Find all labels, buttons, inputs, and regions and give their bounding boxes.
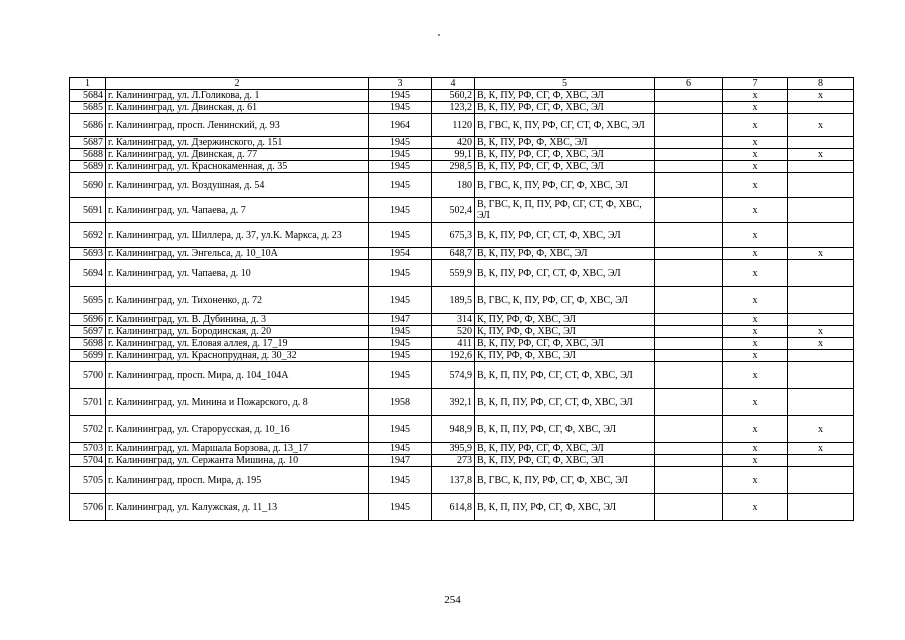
works-cell: В, К, ПУ, РФ, СГ, Ф, ХВС, ЭЛ: [475, 149, 655, 161]
col7-mark-cell: х: [723, 114, 788, 137]
works-cell: В, К, ПУ, РФ, Ф, ХВС, ЭЛ: [475, 248, 655, 260]
col7-mark-cell: х: [723, 494, 788, 521]
row-number-cell: 5701: [70, 389, 106, 416]
address-cell: г. Калининград, ул. Двинская, д. 61: [106, 102, 369, 114]
header-cell: 5: [475, 78, 655, 90]
address-cell: г. Калининград, ул. Двинская, д. 77: [106, 149, 369, 161]
row-number-cell: 5693: [70, 248, 106, 260]
table-row: [70, 350, 854, 362]
table-row: [70, 362, 854, 389]
works-cell: В, К, ПУ, РФ, СГ, Ф, ХВС, ЭЛ: [475, 90, 655, 102]
row-number-cell: 5692: [70, 223, 106, 248]
area-cell: 420: [432, 137, 475, 149]
col7-mark-cell: х: [723, 314, 788, 326]
works-cell: В, К, ПУ, РФ, Ф, ХВС, ЭЛ: [475, 137, 655, 149]
address-cell: г. Калининград, ул. Еловая аллея, д. 17_19: [106, 338, 369, 350]
col6-cell: [655, 287, 723, 314]
col7-mark-cell: х: [723, 455, 788, 467]
area-cell: 137,8: [432, 467, 475, 494]
row-number-cell: 5699: [70, 350, 106, 362]
year-cell: 1945: [369, 494, 432, 521]
area-cell: 298,5: [432, 161, 475, 173]
header-cell: 8: [788, 78, 854, 90]
works-cell: К, ПУ, РФ, Ф, ХВС, ЭЛ: [475, 326, 655, 338]
address-cell: г. Калининград, ул. Краснопрудная, д. 30_32: [106, 350, 369, 362]
area-cell: 648,7: [432, 248, 475, 260]
table-row: [70, 338, 854, 350]
year-cell: 1945: [369, 467, 432, 494]
address-cell: г. Калининград, ул. Дзержинского, д. 151: [106, 137, 369, 149]
row-number-cell: 5687: [70, 137, 106, 149]
address-cell: г. Калининград, просп. Мира, д. 195: [106, 467, 369, 494]
table-row: [70, 114, 854, 137]
registry-table: [69, 77, 854, 521]
col8-mark-cell: [788, 223, 854, 248]
col7-mark-cell: х: [723, 443, 788, 455]
row-number-cell: 5695: [70, 287, 106, 314]
col7-mark-cell: х: [723, 198, 788, 223]
address-cell: г. Калининград, просп. Ленинский, д. 93: [106, 114, 369, 137]
row-number-cell: 5690: [70, 173, 106, 198]
works-cell: В, ГВС, К, ПУ, РФ, СГ, СТ, Ф, ХВС, ЭЛ: [475, 114, 655, 137]
address-cell: г. Калининград, ул. Краснокаменная, д. 35: [106, 161, 369, 173]
works-cell: В, К, П, ПУ, РФ, СГ, СТ, Ф, ХВС, ЭЛ: [475, 389, 655, 416]
address-cell: г. Калининград, ул. Калужская, д. 11_13: [106, 494, 369, 521]
col8-mark-cell: х: [788, 90, 854, 102]
works-cell: В, К, ПУ, РФ, СГ, СТ, Ф, ХВС, ЭЛ: [475, 223, 655, 248]
col8-mark-cell: [788, 314, 854, 326]
area-cell: 189,5: [432, 287, 475, 314]
area-cell: 574,9: [432, 362, 475, 389]
col6-cell: [655, 149, 723, 161]
row-number-cell: 5703: [70, 443, 106, 455]
area-cell: 411: [432, 338, 475, 350]
table-row: [70, 173, 854, 198]
year-cell: 1945: [369, 161, 432, 173]
row-number-cell: 5698: [70, 338, 106, 350]
col7-mark-cell: х: [723, 149, 788, 161]
area-cell: 314: [432, 314, 475, 326]
area-cell: 123,2: [432, 102, 475, 114]
area-cell: 99,1: [432, 149, 475, 161]
year-cell: 1945: [369, 102, 432, 114]
header-cell: 3: [369, 78, 432, 90]
address-cell: г. Калининград, ул. Энгельса, д. 10_10А: [106, 248, 369, 260]
col7-mark-cell: х: [723, 416, 788, 443]
works-cell: В, ГВС, К, ПУ, РФ, СГ, Ф, ХВС, ЭЛ: [475, 287, 655, 314]
area-cell: 948,9: [432, 416, 475, 443]
works-cell: В, К, ПУ, РФ, СГ, СТ, Ф, ХВС, ЭЛ: [475, 260, 655, 287]
works-cell: В, ГВС, К, П, ПУ, РФ, СГ, СТ, Ф, ХВС, ЭЛ: [475, 198, 655, 223]
col6-cell: [655, 362, 723, 389]
address-cell: г. Калининград, ул. Сержанта Мишина, д. 10: [106, 455, 369, 467]
row-number-cell: 5706: [70, 494, 106, 521]
works-cell: В, К, П, ПУ, РФ, СГ, СТ, Ф, ХВС, ЭЛ: [475, 362, 655, 389]
table-row: [70, 416, 854, 443]
col6-cell: [655, 494, 723, 521]
col8-mark-cell: [788, 389, 854, 416]
row-number-cell: 5685: [70, 102, 106, 114]
col6-cell: [655, 223, 723, 248]
area-cell: 520: [432, 326, 475, 338]
col7-mark-cell: х: [723, 223, 788, 248]
year-cell: 1945: [369, 90, 432, 102]
table-row: [70, 455, 854, 467]
col7-mark-cell: х: [723, 173, 788, 198]
col7-mark-cell: х: [723, 389, 788, 416]
area-cell: 180: [432, 173, 475, 198]
works-cell: В, К, ПУ, РФ, СГ, Ф, ХВС, ЭЛ: [475, 338, 655, 350]
table-row: [70, 248, 854, 260]
year-cell: 1945: [369, 443, 432, 455]
area-cell: 560,2: [432, 90, 475, 102]
col8-mark-cell: х: [788, 416, 854, 443]
year-cell: 1945: [369, 416, 432, 443]
col6-cell: [655, 173, 723, 198]
col7-mark-cell: х: [723, 287, 788, 314]
area-cell: 395,9: [432, 443, 475, 455]
col7-mark-cell: х: [723, 362, 788, 389]
year-cell: 1945: [369, 338, 432, 350]
table-row: [70, 260, 854, 287]
area-cell: 273: [432, 455, 475, 467]
year-cell: 1964: [369, 114, 432, 137]
col8-mark-cell: [788, 198, 854, 223]
year-cell: 1958: [369, 389, 432, 416]
col8-mark-cell: [788, 362, 854, 389]
row-number-cell: 5689: [70, 161, 106, 173]
col6-cell: [655, 137, 723, 149]
table-row: [70, 467, 854, 494]
col6-cell: [655, 314, 723, 326]
col8-mark-cell: х: [788, 149, 854, 161]
row-number-cell: 5686: [70, 114, 106, 137]
page-number: 254: [444, 594, 461, 606]
col7-mark-cell: х: [723, 137, 788, 149]
col6-cell: [655, 338, 723, 350]
address-cell: г. Калининград, ул. Старорусская, д. 10_16: [106, 416, 369, 443]
scan-speck: [438, 34, 440, 36]
year-cell: 1945: [369, 362, 432, 389]
col6-cell: [655, 389, 723, 416]
address-cell: г. Калининград, ул. Воздушная, д. 54: [106, 173, 369, 198]
col7-mark-cell: х: [723, 467, 788, 494]
col8-mark-cell: х: [788, 248, 854, 260]
table-row: [70, 149, 854, 161]
table-row: [70, 137, 854, 149]
header-row: [70, 78, 854, 90]
table-row: [70, 389, 854, 416]
col8-mark-cell: [788, 350, 854, 362]
col6-cell: [655, 198, 723, 223]
area-cell: 502,4: [432, 198, 475, 223]
col8-mark-cell: [788, 137, 854, 149]
col6-cell: [655, 326, 723, 338]
year-cell: 1954: [369, 248, 432, 260]
year-cell: 1945: [369, 326, 432, 338]
header-cell: 4: [432, 78, 475, 90]
works-cell: В, К, ПУ, РФ, СГ, Ф, ХВС, ЭЛ: [475, 161, 655, 173]
header-cell: 6: [655, 78, 723, 90]
works-cell: В, К, ПУ, РФ, СГ, Ф, ХВС, ЭЛ: [475, 102, 655, 114]
table-row: [70, 102, 854, 114]
col6-cell: [655, 455, 723, 467]
area-cell: 392,1: [432, 389, 475, 416]
col6-cell: [655, 102, 723, 114]
row-number-cell: 5694: [70, 260, 106, 287]
area-cell: 559,9: [432, 260, 475, 287]
col7-mark-cell: х: [723, 338, 788, 350]
col8-mark-cell: [788, 161, 854, 173]
works-cell: В, К, П, ПУ, РФ, СГ, Ф, ХВС, ЭЛ: [475, 494, 655, 521]
year-cell: 1945: [369, 287, 432, 314]
col6-cell: [655, 260, 723, 287]
works-cell: К, ПУ, РФ, Ф, ХВС, ЭЛ: [475, 314, 655, 326]
area-cell: 614,8: [432, 494, 475, 521]
works-cell: В, К, П, ПУ, РФ, СГ, Ф, ХВС, ЭЛ: [475, 416, 655, 443]
row-number-cell: 5697: [70, 326, 106, 338]
col6-cell: [655, 161, 723, 173]
row-number-cell: 5702: [70, 416, 106, 443]
address-cell: г. Калининград, ул. Тихоненко, д. 72: [106, 287, 369, 314]
col8-mark-cell: [788, 173, 854, 198]
table-row: [70, 287, 854, 314]
address-cell: г. Калининград, ул. Л.Голикова, д. 1: [106, 90, 369, 102]
table-row: [70, 326, 854, 338]
col8-mark-cell: [788, 455, 854, 467]
year-cell: 1945: [369, 173, 432, 198]
works-cell: В, ГВС, К, ПУ, РФ, СГ, Ф, ХВС, ЭЛ: [475, 173, 655, 198]
year-cell: 1945: [369, 149, 432, 161]
col6-cell: [655, 467, 723, 494]
col6-cell: [655, 443, 723, 455]
area-cell: 675,3: [432, 223, 475, 248]
address-cell: г. Калининград, ул. Шиллера, д. 37, ул.К. Маркса, д. 23: [106, 223, 369, 248]
works-cell: В, К, ПУ, РФ, СГ, Ф, ХВС, ЭЛ: [475, 443, 655, 455]
header-cell: 2: [106, 78, 369, 90]
header-cell: 7: [723, 78, 788, 90]
works-cell: В, К, ПУ, РФ, СГ, Ф, ХВС, ЭЛ: [475, 455, 655, 467]
table-row: [70, 223, 854, 248]
year-cell: 1945: [369, 137, 432, 149]
col6-cell: [655, 248, 723, 260]
year-cell: 1947: [369, 455, 432, 467]
header-cell: 1: [70, 78, 106, 90]
col6-cell: [655, 416, 723, 443]
col7-mark-cell: х: [723, 90, 788, 102]
table-row: [70, 161, 854, 173]
col8-mark-cell: х: [788, 338, 854, 350]
address-cell: г. Калининград, ул. Маршала Борзова, д. 13_17: [106, 443, 369, 455]
works-cell: К, ПУ, РФ, Ф, ХВС, ЭЛ: [475, 350, 655, 362]
col6-cell: [655, 114, 723, 137]
area-cell: 192,6: [432, 350, 475, 362]
address-cell: г. Калининград, ул. Чапаева, д. 7: [106, 198, 369, 223]
col6-cell: [655, 350, 723, 362]
year-cell: 1945: [369, 223, 432, 248]
col8-mark-cell: [788, 467, 854, 494]
works-cell: В, ГВС, К, ПУ, РФ, СГ, Ф, ХВС, ЭЛ: [475, 467, 655, 494]
row-number-cell: 5696: [70, 314, 106, 326]
col8-mark-cell: х: [788, 326, 854, 338]
address-cell: г. Калининград, ул. В. Дубинина, д. 3: [106, 314, 369, 326]
col7-mark-cell: х: [723, 260, 788, 287]
row-number-cell: 5705: [70, 467, 106, 494]
area-cell: 1120: [432, 114, 475, 137]
year-cell: 1945: [369, 198, 432, 223]
address-cell: г. Калининград, ул. Бородинская, д. 20: [106, 326, 369, 338]
col7-mark-cell: х: [723, 326, 788, 338]
year-cell: 1947: [369, 314, 432, 326]
col7-mark-cell: х: [723, 161, 788, 173]
table-row: [70, 198, 854, 223]
address-cell: г. Калининград, ул. Минина и Пожарского, д. 8: [106, 389, 369, 416]
col8-mark-cell: [788, 102, 854, 114]
col7-mark-cell: х: [723, 350, 788, 362]
table-row: [70, 494, 854, 521]
address-cell: г. Калининград, просп. Мира, д. 104_104А: [106, 362, 369, 389]
col8-mark-cell: [788, 494, 854, 521]
table-row: [70, 90, 854, 102]
table-row: [70, 443, 854, 455]
col8-mark-cell: [788, 287, 854, 314]
row-number-cell: 5704: [70, 455, 106, 467]
col6-cell: [655, 90, 723, 102]
table-row: [70, 314, 854, 326]
col8-mark-cell: [788, 260, 854, 287]
address-cell: г. Калининград, ул. Чапаева, д. 10: [106, 260, 369, 287]
col8-mark-cell: х: [788, 443, 854, 455]
year-cell: 1945: [369, 350, 432, 362]
year-cell: 1945: [369, 260, 432, 287]
row-number-cell: 5684: [70, 90, 106, 102]
col8-mark-cell: х: [788, 114, 854, 137]
col7-mark-cell: х: [723, 102, 788, 114]
row-number-cell: 5691: [70, 198, 106, 223]
row-number-cell: 5700: [70, 362, 106, 389]
row-number-cell: 5688: [70, 149, 106, 161]
col7-mark-cell: х: [723, 248, 788, 260]
